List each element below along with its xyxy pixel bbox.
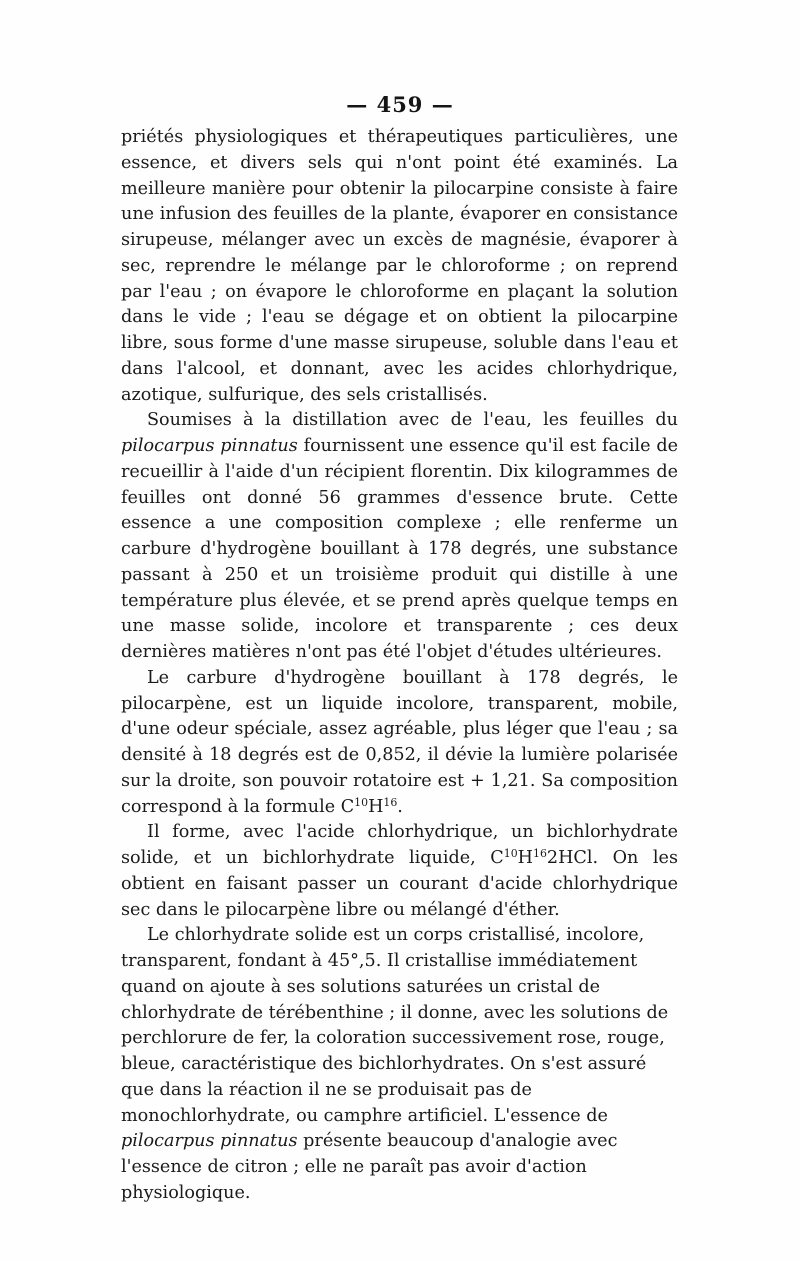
formula-hydrogen: H xyxy=(517,848,533,868)
paragraph-5 xyxy=(121,923,678,1206)
paragraph-1: priétés physiologiques et thérapeutiques particulières, une essence, et divers sels qui n'ont point été examinés. La meilleure manière pour obtenir la pilocarpine consiste à faire une infusion des feuilles de la plante, évaporer en consistance sirupeuse, mélanger avec un excès de magnésie, évaporer à sec, reprendre le mélange par le chloroforme ; on reprend par l'eau ; on évapore le chloroforme en plaçant la solution dans le vide ; l'eau se dégage et on obtient la pilocarpine libre, sous forme d'une masse sirupeuse, soluble dans l'eau et dans l'alcool, et donnant, avec les acides chlorhydrique, azotique, sulfurique, des sels cristallisés. xyxy=(121,127,678,405)
species-name: pilocarpus pinnatus xyxy=(121,436,298,456)
paragraph-4 xyxy=(121,820,678,923)
paragraph-3-end: . xyxy=(397,796,403,817)
page-number: — 459 — xyxy=(346,92,454,117)
formula-subscript-carbon: 10 xyxy=(354,795,369,809)
paragraph-4-part-b: 2HCl. On les obtient en faisant passer un courant d'acide chlorhydrique sec dans le pilocarpène libre ou mélangé d'éther. xyxy=(121,848,678,920)
formula-subscript-hydrogen: 16 xyxy=(533,847,547,860)
paragraph-5-part-b: présente beaucoup d'analogie avec l'essence de citron ; elle ne paraît pas avoir d'action physiologique. xyxy=(121,1131,618,1203)
paragraph-2 xyxy=(121,408,678,666)
paragraph-2-part-b: fournissent une essence qu'il est facile de recueillir à l'aide d'un récipient florentin. Dix kilogrammes de feuilles ont donné 56 grammes d'essence brute. Cette essence a une composition complexe ; elle renferme un carbure d'hydrogène bouillant à 178 degrés, une substance passant à 250 et un troisième produit qui distille à une température plus élevée, et se prend après quelque temps en une masse solide, incolore et transparente ; ces deux dernières matières n'ont pas été l'objet d'études ultérieures. xyxy=(121,436,678,662)
paragraph-3-part-a: Le carbure d'hydrogène bouillant à 178 degrés, le pilocarpène, est un liquide incolore, transparent, mobile, d'une odeur spéciale, assez agréable, plus léger que l'eau ; sa densité à 18 degrés est de 0,852, il dévie la lumière polarisée sur la droite, son pouvoir rotatoire est + 1,21. Sa composition correspond à la formule C xyxy=(121,667,678,817)
paragraph-2-part-a: Soumises à la distillation avec de l'eau, les feuilles du xyxy=(147,410,678,431)
paragraph-5-part-a: Le chlorhydrate solide est un corps cristallisé, incolore, transparent, fondant à 45°,5. Il cristallise immédiatement quand on ajoute à ses solutions saturées un cristal de chlorhydrate de térébenthine ; il donne, avec les solutions de perchlorure de fer, la coloration successivement rose, rouge, bleue, caractéristique des bichlorhydrates. On s'est assuré que dans la réaction il ne se produisait pas de monochlorhydrate, ou camphre artificiel. L'essence de xyxy=(121,925,669,1126)
species-name: pilocarpus pinnatus xyxy=(121,1131,298,1152)
formula-subscript-hydrogen: 16 xyxy=(383,795,398,809)
formula-subscript-carbon: 10 xyxy=(503,847,518,860)
paragraph-4-part-a: Il forme, avec l'acide chlorhydrique, un bichlorhydrate solide, et un bichlorhydrate liquide, C xyxy=(121,822,678,868)
formula-hydrogen: H xyxy=(368,796,384,817)
paragraph-3 xyxy=(121,666,678,821)
body-text xyxy=(121,125,678,1207)
